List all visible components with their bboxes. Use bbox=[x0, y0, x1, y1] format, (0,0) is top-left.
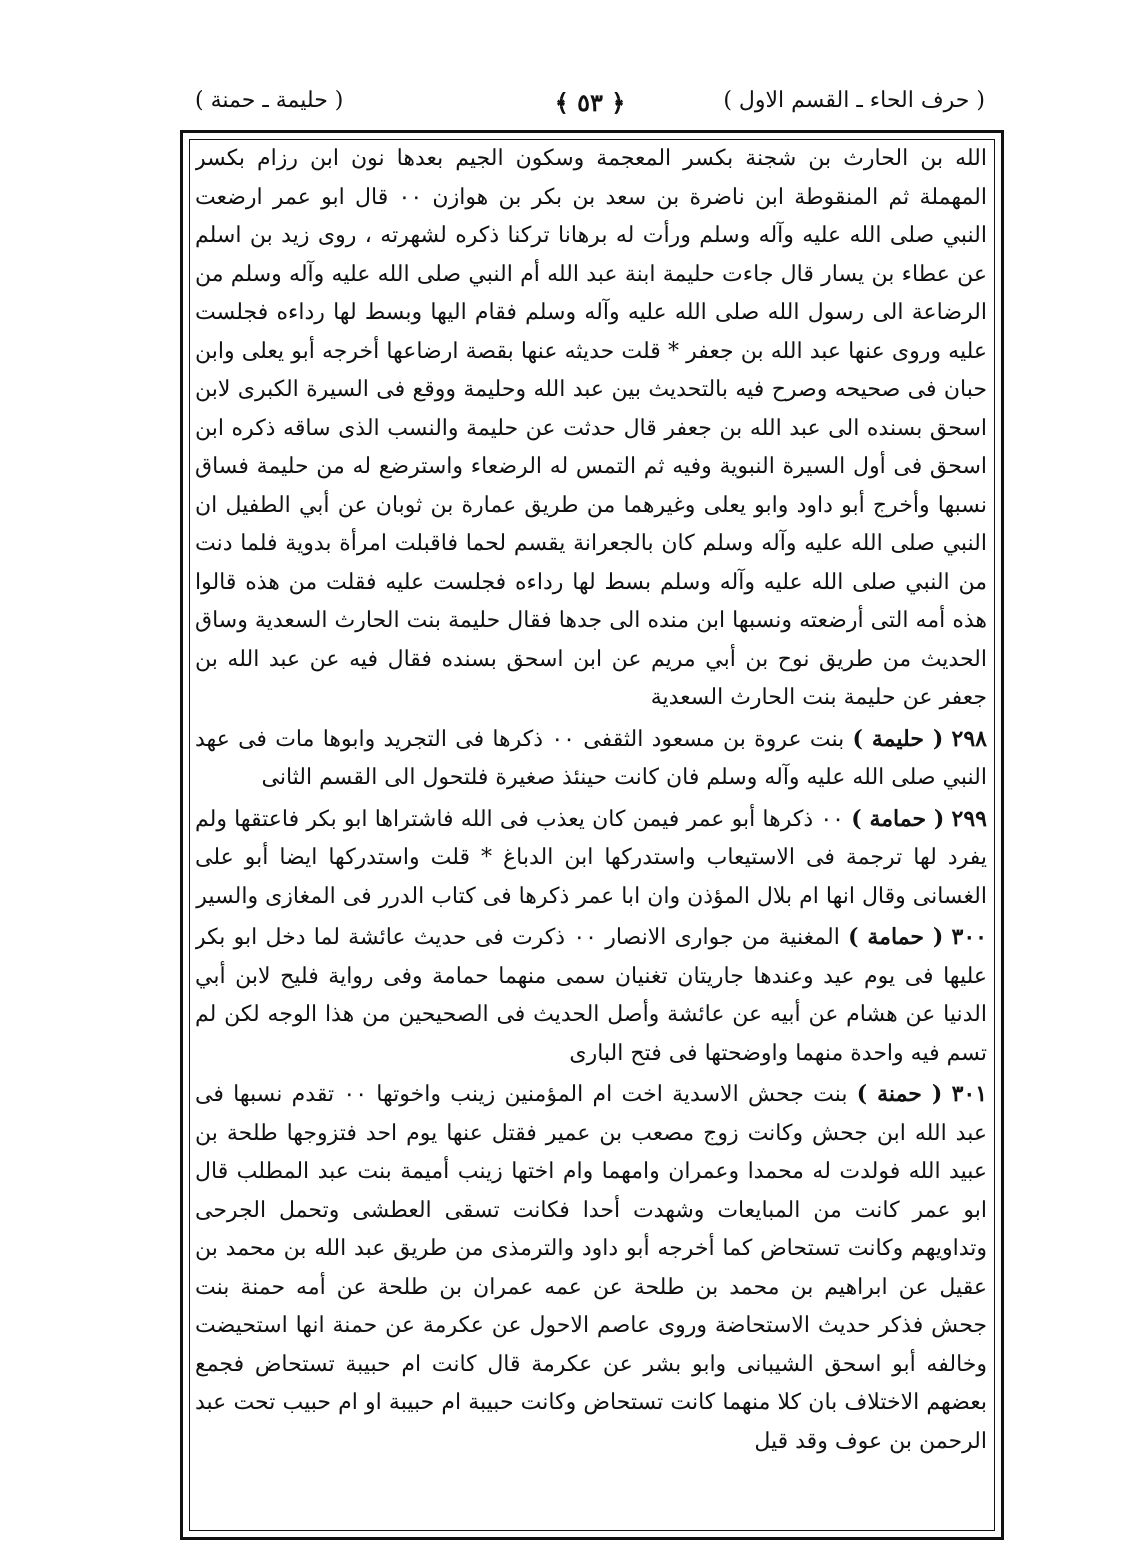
entry-text: المغنية من جوارى الانصار ٠٠ ذكرت فى حديث عائشة لما دخل ابو بكر عليها فى يوم عيد وعندها جاريتان تغنيان سمى منهما حمامة وفى رواية فليح لابن أبي الدنيا عن هشام عن أبيه عن عائشة وأصل الحديث فى الصحيحين من هذا الوجه لكن لم تسم فيه واحدة منهما واوضحتها فى فتح البارى bbox=[195, 925, 987, 1066]
entry-number: ٢٩٩ bbox=[951, 805, 987, 832]
entry-number: ٣٠١ bbox=[951, 1081, 987, 1107]
entry-text: بنت عروة بن مسعود الثقفى ٠٠ ذكرها فى التجريد وابوها مات فى عهد النبي صلى الله عليه وآله وسلم فان كانت حينئذ صغيرة فلتحول الى القسم الثانى bbox=[195, 726, 987, 790]
entry-298 bbox=[195, 720, 987, 798]
entry-name: ( حليمة ) bbox=[852, 725, 944, 752]
entry-name: ( حمامة ) bbox=[848, 924, 944, 950]
entry-continuation bbox=[195, 140, 987, 718]
entry-301 bbox=[195, 1075, 987, 1461]
entry-number: ٢٩٨ bbox=[951, 725, 987, 752]
entry-text: الله بن الحارث بن شجنة بكسر المعجمة وسكون الجيم بعدها نون ابن رزام بكسر المهملة ثم المنقوطة ابن ناضرة بن سعد بن بكر بن هوازن ٠٠ قال ابو عمر ارضعت النبي صلى الله عليه وآله وسلم ورأت له برهانا تركنا ذكره لشهرته ، روى زيد بن اسلم عن عطاء بن يسار قال جاءت حليمة ابنة عبد الله أم النبي صلى الله عليه وآله وسلم من الرضاعة الى رسول الله صلى الله عليه وآله وسلم فقام اليها وبسط لها رداءه فجلست عليه وروى عنها عبد الله بن جعفر * قلت حديثه عنها بقصة ارضاعها أخرجه أبو يعلى وابن حبان فى صحيحه وصرح فيه بالتحديث بين عبد الله وحليمة ووقع فى السيرة الكبرى لابن اسحق بسنده الى عبد الله بن جعفر قال حدثت عن حليمة والنسب الذى ساقه ذكره ابن اسحق فى أول السيرة النبوية وفيه ثم التمس له الرضعاء واسترضع له من حليمة فساق نسبها وأخرج أبو داود وابو يعلى وغيرهما من طريق عمارة بن ثوبان عن أبي الطفيل ان النبي صلى الله عليه وآله وسلم كان بالجعرانة يقسم لحما فاقبلت امرأة بدوية فلما دنت من النبي صلى الله عليه وآله وسلم بسط لها رداءه فجلست عليه فقلت من هذه قالوا هذه أمه التى أرضعته ونسبها ابن منده الى جدها فقال حليمة بنت الحارث السعدية وساق الحديث من طريق نوح بن أبي مريم عن ابن اسحق بسنده فقال فيه عن عبد الله بن جعفر عن حليمة بنت الحارث السعدية bbox=[195, 146, 987, 710]
page-body bbox=[195, 140, 987, 1530]
section-title: ( حرف الحاء ـ القسم الاول ) bbox=[723, 88, 985, 113]
entry-text: بنت جحش الاسدية اخت ام المؤمنين زينب واخوتها ٠٠ تقدم نسبها فى عبد الله ابن جحش وكانت زوج مصعب بن عمير فقتل عنها يوم احد فتزوجها طلحة بن عبيد الله فولدت له محمدا وعمران وامهما وام اختها زينب أميمة بنت عبد المطلب قال ابو عمر كانت من المبايعات وشهدت أحدا فكانت تسقى العطشى وتحمل الجرحى وتداويهم وكانت تستحاض كما أخرجه أبو داود والترمذى من طريق عبد الله بن محمد بن عقيل عن ابراهيم بن محمد بن طلحة عن عمه عمران بن طلحة عن أمه حمنة بنت جحش فذكر حديث الاستحاضة وروى عاصم الاحول عن عكرمة عن حمنة انها استحيضت وخالفه أبو اسحق الشيبانى وابو بشر عن عكرمة قال كانت ام حبيبة تستحاض فجمع بعضهم الاختلاف بان كلا منهما كانت تستحاض وكانت حبيبة ام حبيبة او ام حبيب تحت عبد الرحمن بن عوف وقد قيل bbox=[195, 1082, 987, 1454]
page-header bbox=[195, 88, 985, 124]
entry-299 bbox=[195, 800, 987, 917]
entry-number: ٣٠٠ bbox=[951, 924, 987, 950]
entries-range-title: ( حليمة ـ حمنة ) bbox=[195, 88, 344, 113]
entry-name: ( حمنة ) bbox=[856, 1081, 943, 1107]
entry-text: ٠٠ ذكرها أبو عمر فيمن كان يعذب فى الله فاشتراها ابو بكر فاعتقها ولم يفرد لها ترجمة فى الاستيعاب واستدركها ابن الدباغ * قلت واستدركها ايضا أبو على الغسانى وقال انها ام بلال المؤذن وان ابا عمر ذكرها فى كتاب الدرر فى المغازى والسير bbox=[195, 806, 987, 909]
entry-name: ( حمامة ) bbox=[851, 805, 945, 832]
entry-300 bbox=[195, 918, 987, 1073]
page-number: ﴿ ٥٣ ﴾ bbox=[554, 88, 626, 117]
